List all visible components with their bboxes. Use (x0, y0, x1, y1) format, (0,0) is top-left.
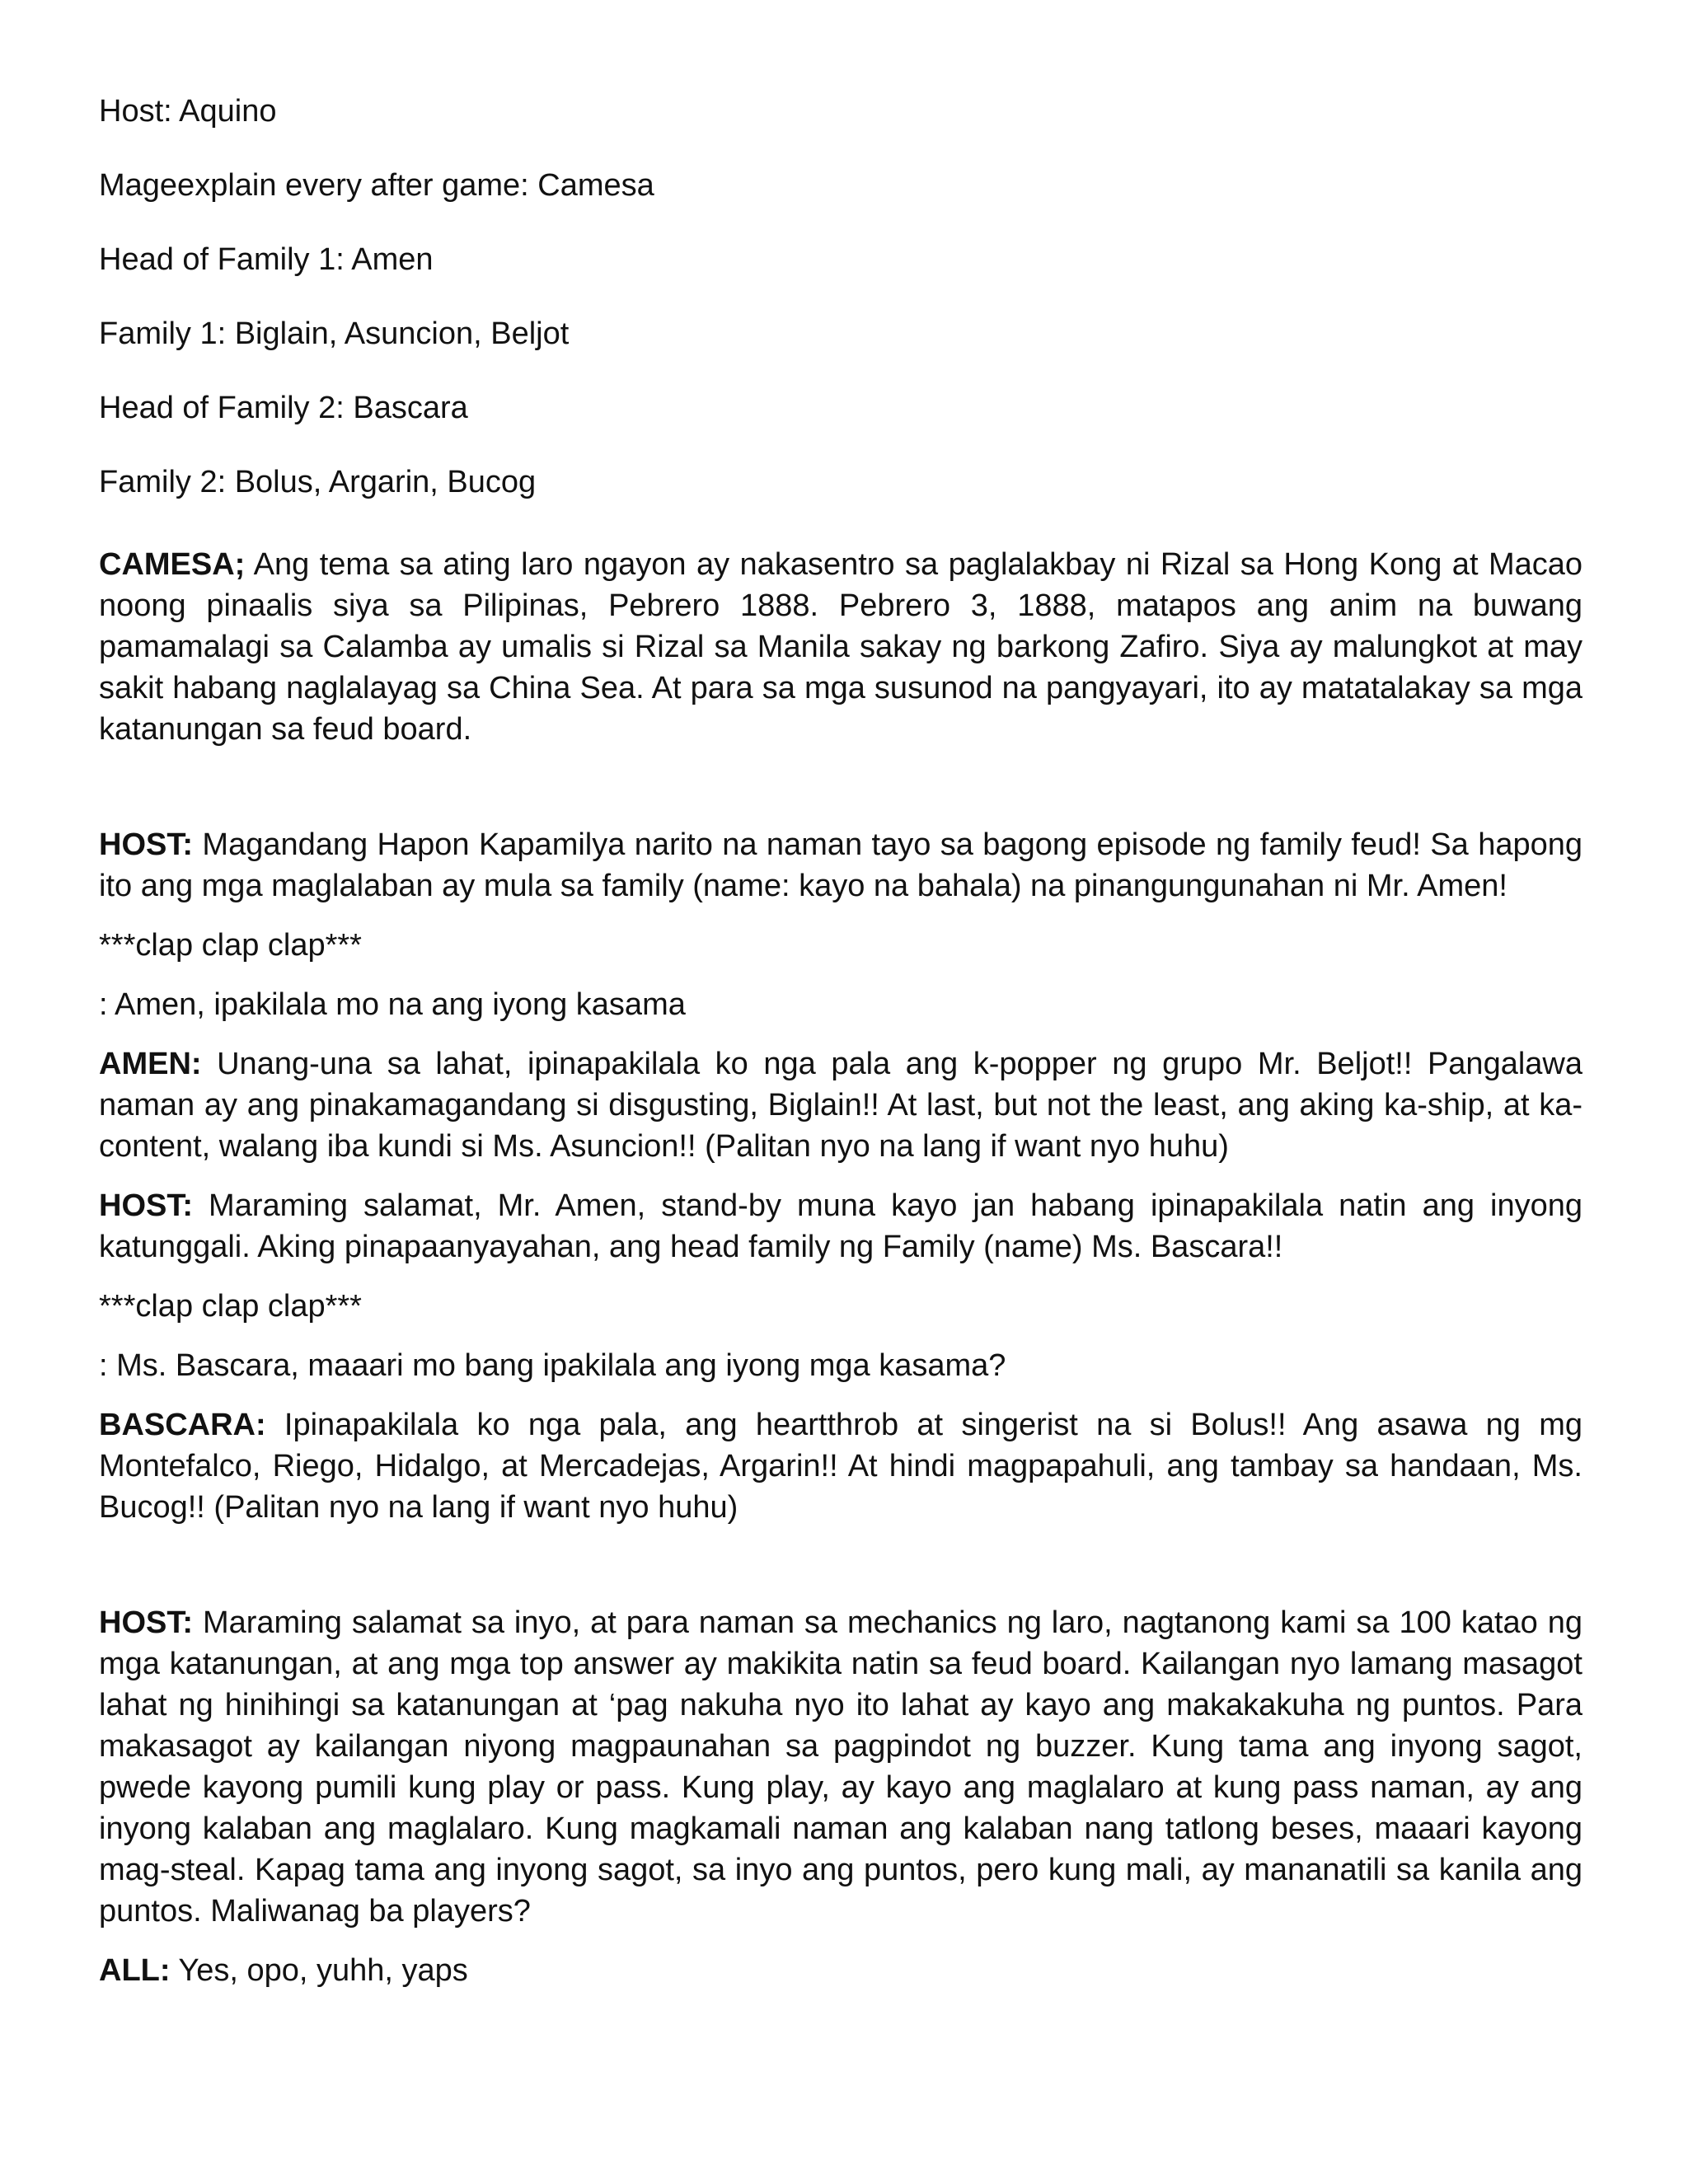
roster-explainer: Mageexplain every after game: Camesa (99, 168, 654, 203)
stage-cue (99, 1286, 1582, 1327)
document-page (99, 91, 1582, 2009)
cue-text: ***clap clap clap*** (99, 1289, 362, 1324)
dialogue-text: Maraming salamat sa inyo, at para naman sa mechanics ng laro, nagtanong kami sa 100 katao ng mga katanungan, at ang mga top answer ay makikita natin sa feud board. Kailangan nyo lamang masagot lahat ng hinihingi sa katanungan at ‘pag nakuha nyo ito lahat ay kayo ang makakakuha ng puntos. Para makasagot ay kailangan niyong magpaunahan sa pagpindot ng buzzer. Kung tama ang inyong sagot, pwede kayong pumili kung play or pass. Kung play, ay kayo ang maglalaro at kung pass naman, ay ang inyong kalaban ang maglalaro. Kung magkamali naman ang kalaban nang tatlong beses, maaari kayong mag-steal. Kapag tama ang inyong sagot, sa inyo ang puntos, pero kung mali, ay mananatili sa kanila ang puntos. Maliwanag ba players? (99, 1605, 1582, 1929)
speaker-label: HOST: (99, 1188, 193, 1223)
script-line-host-intro (99, 824, 1582, 907)
script-line-host-prompt-2 (99, 1345, 1582, 1386)
stage-cue (99, 925, 1582, 966)
script-line-all (99, 1950, 1582, 1991)
speaker-label: BASCARA: (99, 1408, 266, 1442)
script-line-camesa (99, 544, 1582, 750)
dialogue-text: Magandang Hapon Kapamilya narito na naman tayo sa bagong episode ng family feud! Sa hapong ito ang mga maglalaban ay mula sa family (name: kayo na bahala) na pinangungunahan ni Mr. Amen! (99, 827, 1582, 903)
dialogue-text: Unang-una sa lahat, ipinapakilala ko nga pala ang k-popper ng grupo Mr. Beljot!! Pangalawa naman ay ang pinakamagandang si disgusting, Biglain!! At last, but not the least, ang aking ka-ship, at ka-content, walang iba kundi si Ms. Asuncion!! (Palitan nyo na lang if want nyo huhu) (99, 1047, 1582, 1164)
speaker-label: CAMESA; (99, 547, 246, 582)
script-line-bascara (99, 1404, 1582, 1528)
dialogue-text: Maraming salamat, Mr. Amen, stand-by muna kayo jan habang ipinapakilala natin ang inyong katunggali. Aking pinapaanyayahan, ang head family ng Family (name) Ms. Bascara!! (99, 1188, 1582, 1264)
dialogue-text: : Amen, ipakilala mo na ang iyong kasama (99, 987, 686, 1022)
script-line-host-mechanics (99, 1602, 1582, 1932)
roster-head-family-2: Head of Family 2: Bascara (99, 391, 468, 425)
roster-head-family-1: Head of Family 1: Amen (99, 242, 434, 277)
roster-host: Host: Aquino (99, 94, 277, 129)
speaker-label: HOST: (99, 1605, 193, 1640)
speaker-label: AMEN: (99, 1047, 202, 1081)
dialogue-text: Ipinapakilala ko nga pala, ang heartthrob at singerist na si Bolus!! Ang asawa ng mg Montefalco, Riego, Hidalgo, at Mercadejas, Argarin!! At hindi magpapahuli, ang tambay sa handaan, Ms. Bucog!! (Palitan nyo na lang if want nyo huhu) (99, 1408, 1582, 1525)
speaker-label: HOST: (99, 827, 193, 862)
cue-text: ***clap clap clap*** (99, 928, 362, 963)
roster-family-1: Family 1: Biglain, Asuncion, Beljot (99, 316, 570, 351)
roster-family-2: Family 2: Bolus, Argarin, Bucog (99, 465, 537, 499)
speaker-label: ALL: (99, 1953, 171, 1988)
dialogue-text: : Ms. Bascara, maaari mo bang ipakilala ang iyong mga kasama? (99, 1348, 1006, 1383)
script-line-host-prompt (99, 984, 1582, 1025)
dialogue-text: Ang tema sa ating laro ngayon ay nakasentro sa paglalakbay ni Rizal sa Hong Kong at Macao noong pinaalis siya sa Pilipinas, Pebrero 1888. Pebrero 3, 1888, matapos ang anim na buwang pamamalagi sa Calamba ay umalis si Rizal sa Manila sakay ng barkong Zafiro. Siya ay malungkot at may sakit habang naglalayag sa China Sea. At para sa mga susunod na pangyayari, ito ay matatalakay sa mga katanungan sa feud board. (99, 547, 1582, 747)
script-line-amen (99, 1043, 1582, 1167)
script-body (99, 544, 1582, 1991)
cast-roster (99, 91, 1582, 503)
script-line-host-thanks (99, 1185, 1582, 1268)
dialogue-text: Yes, opo, yuhh, yaps (170, 1953, 468, 1988)
